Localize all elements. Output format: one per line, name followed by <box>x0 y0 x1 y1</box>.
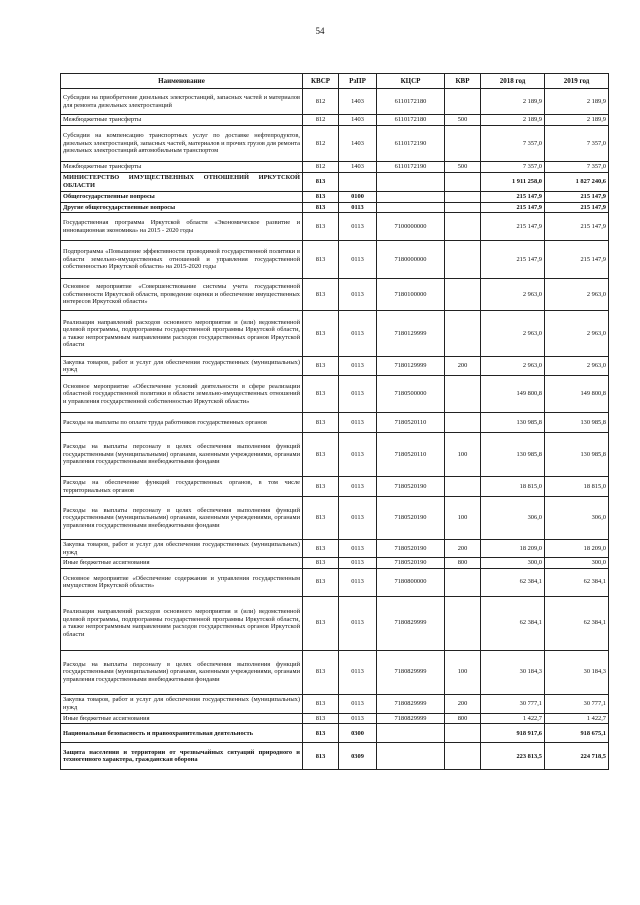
table-row <box>61 650 609 694</box>
cell-y2018: 2 963,0 <box>481 311 545 357</box>
cell-kcsr: 7180129999 <box>377 357 445 376</box>
cell-y2019: 224 718,5 <box>545 743 609 770</box>
cell-y2018: 306,0 <box>481 497 545 540</box>
cell-name: Расходы на выплаты персоналу в целях обеспечения выполнения функций государственными (муниципальными) органами, казенными учреждениями, органами управления государственными внебюджетными фондами <box>61 497 303 540</box>
cell-kvr: 200 <box>445 540 481 558</box>
cell-y2019: 215 147,9 <box>545 202 609 213</box>
cell-name: Общегосударственные вопросы <box>61 192 303 203</box>
cell-y2018: 918 917,6 <box>481 724 545 743</box>
cell-rzpr: 0100 <box>339 192 377 203</box>
table-row <box>61 433 609 477</box>
cell-kvr: 100 <box>445 650 481 694</box>
cell-kcsr: 7180500000 <box>377 376 445 413</box>
cell-kvsr: 813 <box>303 357 339 376</box>
table-row <box>61 192 609 203</box>
cell-name: Другие общегосударственные вопросы <box>61 202 303 213</box>
table-header-row <box>61 74 609 89</box>
cell-kvsr: 813 <box>303 477 339 497</box>
cell-kvsr: 813 <box>303 596 339 650</box>
cell-kvsr: 813 <box>303 213 339 241</box>
cell-y2019: 130 985,8 <box>545 433 609 477</box>
cell-kvsr: 813 <box>303 568 339 596</box>
cell-y2018: 62 384,1 <box>481 568 545 596</box>
cell-kvr: 100 <box>445 433 481 477</box>
cell-name: Расходы на обеспечение функций государственных органов, в том числе территориальных органов <box>61 477 303 497</box>
cell-rzpr: 0113 <box>339 540 377 558</box>
cell-kvr: 100 <box>445 497 481 540</box>
cell-y2018: 300,0 <box>481 558 545 569</box>
cell-y2018: 1 911 258,0 <box>481 173 545 192</box>
cell-y2018: 215 147,9 <box>481 202 545 213</box>
cell-y2019: 18 815,0 <box>545 477 609 497</box>
table-row <box>61 126 609 162</box>
cell-kcsr: 7180520190 <box>377 497 445 540</box>
cell-kvsr: 812 <box>303 126 339 162</box>
cell-kcsr: 7180829999 <box>377 713 445 724</box>
cell-name: Основное мероприятие «Обеспечение условий деятельности в сфере реализации областной государственной политики в области земельно-имущественных отношений и управления государственной собственностью Иркутской области» <box>61 376 303 413</box>
cell-kcsr: 7180100000 <box>377 279 445 311</box>
cell-y2019: 2 963,0 <box>545 357 609 376</box>
cell-rzpr: 1403 <box>339 89 377 115</box>
page-number: 54 <box>315 26 325 36</box>
cell-rzpr: 1403 <box>339 162 377 173</box>
cell-kvr <box>445 202 481 213</box>
cell-name: Реализация направлений расходов основного мероприятия и (или) ведомственной целевой программы, подпрограммы государственной программы Иркутской области, а также непрограммным направлениям расходов государственных органов Иркутской области <box>61 596 303 650</box>
column-header-kvr: КВР <box>445 74 481 89</box>
cell-name: Расходы на выплаты по оплате труда работников государственных органов <box>61 413 303 433</box>
cell-kvr: 800 <box>445 713 481 724</box>
cell-kvsr: 813 <box>303 311 339 357</box>
cell-y2018: 215 147,9 <box>481 213 545 241</box>
cell-y2019: 918 675,1 <box>545 724 609 743</box>
cell-y2018: 2 189,9 <box>481 89 545 115</box>
table-row <box>61 477 609 497</box>
cell-y2019: 149 800,8 <box>545 376 609 413</box>
cell-kcsr: 7180800000 <box>377 568 445 596</box>
cell-kvsr: 813 <box>303 192 339 203</box>
cell-y2019: 1 827 240,6 <box>545 173 609 192</box>
cell-kvr <box>445 173 481 192</box>
cell-y2019: 62 384,1 <box>545 596 609 650</box>
cell-y2018: 18 815,0 <box>481 477 545 497</box>
cell-kcsr <box>377 743 445 770</box>
column-header-2018: 2018 год <box>481 74 545 89</box>
cell-y2019: 2 963,0 <box>545 311 609 357</box>
cell-y2019: 62 384,1 <box>545 568 609 596</box>
cell-kvr <box>445 477 481 497</box>
cell-rzpr: 0309 <box>339 743 377 770</box>
cell-kvsr: 813 <box>303 558 339 569</box>
cell-name: Подпрограмма «Повышение эффективности проводимой государственной политики в области земельно-имущественных отношений и управления государственной собственностью Иркутской области» на 2015-2020 годы <box>61 241 303 279</box>
cell-y2018: 2 189,9 <box>481 115 545 126</box>
table-row <box>61 497 609 540</box>
cell-y2018: 215 147,9 <box>481 241 545 279</box>
cell-name: Субсидии на приобретение дизельных электростанций, запасных частей и материалов для ремонта дизельных электростанций <box>61 89 303 115</box>
table-row <box>61 202 609 213</box>
table-row <box>61 357 609 376</box>
cell-y2018: 18 209,0 <box>481 540 545 558</box>
cell-name: Реализация направлений расходов основного мероприятия и (или) ведомственной целевой программы, подпрограммы государственной программы Иркутской области, а также непрограммным направлениям расходов государственных органов Иркутской области <box>61 311 303 357</box>
cell-name: Закупка товаров, работ и услуг для обеспечения государственных (муниципальных) нужд <box>61 694 303 713</box>
cell-y2018: 130 985,8 <box>481 413 545 433</box>
cell-kvr <box>445 241 481 279</box>
cell-kvr <box>445 568 481 596</box>
cell-kvsr: 813 <box>303 202 339 213</box>
cell-kvr <box>445 596 481 650</box>
column-header-2019: 2019 год <box>545 74 609 89</box>
cell-kcsr: 7180520110 <box>377 413 445 433</box>
cell-kvr: 800 <box>445 558 481 569</box>
cell-y2018: 149 800,8 <box>481 376 545 413</box>
table-body <box>61 89 609 770</box>
cell-y2019: 2 189,9 <box>545 89 609 115</box>
cell-name: Закупка товаров, работ и услуг для обеспечения государственных (муниципальных) нужд <box>61 357 303 376</box>
budget-table <box>60 73 609 770</box>
cell-kvr <box>445 89 481 115</box>
cell-kvsr: 813 <box>303 173 339 192</box>
cell-y2019: 7 357,0 <box>545 126 609 162</box>
cell-y2019: 130 985,8 <box>545 413 609 433</box>
table-row <box>61 241 609 279</box>
table-row <box>61 413 609 433</box>
cell-y2019: 215 147,9 <box>545 241 609 279</box>
cell-kvr <box>445 279 481 311</box>
cell-rzpr: 0113 <box>339 357 377 376</box>
cell-kcsr: 7100000000 <box>377 213 445 241</box>
cell-y2019: 306,0 <box>545 497 609 540</box>
cell-kcsr: 7180520110 <box>377 433 445 477</box>
cell-kcsr: 6110172190 <box>377 126 445 162</box>
cell-kvr: 500 <box>445 162 481 173</box>
cell-kvr <box>445 376 481 413</box>
cell-kvsr: 812 <box>303 115 339 126</box>
cell-y2018: 30 184,3 <box>481 650 545 694</box>
cell-kvsr: 813 <box>303 650 339 694</box>
cell-y2019: 215 147,9 <box>545 213 609 241</box>
cell-y2019: 300,0 <box>545 558 609 569</box>
cell-rzpr: 0113 <box>339 202 377 213</box>
table-row <box>61 694 609 713</box>
cell-y2019: 18 209,0 <box>545 540 609 558</box>
cell-rzpr: 0113 <box>339 376 377 413</box>
cell-name: Закупка товаров, работ и услуг для обеспечения государственных (муниципальных) нужд <box>61 540 303 558</box>
cell-y2018: 223 813,5 <box>481 743 545 770</box>
cell-kvsr: 813 <box>303 743 339 770</box>
cell-kvr <box>445 413 481 433</box>
cell-y2019: 30 777,1 <box>545 694 609 713</box>
cell-y2019: 7 357,0 <box>545 162 609 173</box>
cell-rzpr: 0113 <box>339 650 377 694</box>
cell-name: Защита населения и территории от чрезвычайных ситуаций природного и техногенного характера, гражданская оборона <box>61 743 303 770</box>
cell-rzpr: 0113 <box>339 596 377 650</box>
cell-name: Государственная программа Иркутской области «Экономическое развитие и инновационная экономика» на 2015 - 2020 годы <box>61 213 303 241</box>
table-row <box>61 279 609 311</box>
cell-kcsr: 7180520190 <box>377 558 445 569</box>
cell-kvsr: 813 <box>303 724 339 743</box>
cell-name: Национальная безопасность и правоохранительная деятельность <box>61 724 303 743</box>
cell-y2018: 7 357,0 <box>481 126 545 162</box>
cell-rzpr: 0113 <box>339 497 377 540</box>
cell-kvr: 200 <box>445 357 481 376</box>
cell-name: Межбюджетные трансферты <box>61 115 303 126</box>
cell-kvr <box>445 192 481 203</box>
table-row <box>61 558 609 569</box>
cell-rzpr: 0113 <box>339 279 377 311</box>
cell-rzpr: 1403 <box>339 126 377 162</box>
cell-kcsr: 6110172190 <box>377 162 445 173</box>
column-header-kvsr: КВСР <box>303 74 339 89</box>
table-row <box>61 568 609 596</box>
cell-rzpr: 0113 <box>339 713 377 724</box>
cell-kvsr: 813 <box>303 376 339 413</box>
cell-kvr <box>445 213 481 241</box>
table-row <box>61 540 609 558</box>
cell-kcsr: 7180520190 <box>377 540 445 558</box>
cell-kvsr: 813 <box>303 413 339 433</box>
cell-rzpr: 0113 <box>339 433 377 477</box>
table-row <box>61 89 609 115</box>
cell-y2019: 215 147,9 <box>545 192 609 203</box>
cell-y2019: 2 189,9 <box>545 115 609 126</box>
cell-rzpr: 0113 <box>339 477 377 497</box>
table-row <box>61 743 609 770</box>
column-header-kcsr: КЦСР <box>377 74 445 89</box>
cell-kcsr: 7180129999 <box>377 311 445 357</box>
cell-y2018: 215 147,9 <box>481 192 545 203</box>
cell-kvr <box>445 724 481 743</box>
cell-y2018: 2 963,0 <box>481 279 545 311</box>
cell-kvsr: 812 <box>303 162 339 173</box>
cell-kvr <box>445 743 481 770</box>
cell-y2018: 2 963,0 <box>481 357 545 376</box>
table-row <box>61 162 609 173</box>
cell-rzpr: 0113 <box>339 568 377 596</box>
cell-kvr <box>445 126 481 162</box>
table-row <box>61 724 609 743</box>
cell-name: Субсидии на компенсацию транспортных услуг по доставке нефтепродуктов, дизельных электростанций, запасных частей, материалов и прочих грузов для ремонта дизельных электростанций автомобильным транспортом <box>61 126 303 162</box>
cell-rzpr: 0113 <box>339 558 377 569</box>
cell-kvr: 500 <box>445 115 481 126</box>
cell-y2018: 62 384,1 <box>481 596 545 650</box>
cell-rzpr <box>339 173 377 192</box>
cell-name: МИНИСТЕРСТВО ИМУЩЕСТВЕННЫХ ОТНОШЕНИЙ ИРКУТСКОЙ ОБЛАСТИ <box>61 173 303 192</box>
cell-rzpr: 0113 <box>339 694 377 713</box>
cell-kvsr: 813 <box>303 694 339 713</box>
cell-name: Межбюджетные трансферты <box>61 162 303 173</box>
cell-y2019: 1 422,7 <box>545 713 609 724</box>
table-row <box>61 713 609 724</box>
cell-kvsr: 813 <box>303 241 339 279</box>
cell-kvr <box>445 311 481 357</box>
cell-kcsr: 6110172180 <box>377 89 445 115</box>
column-header-name: Наименование <box>61 74 303 89</box>
table-row <box>61 115 609 126</box>
cell-rzpr: 0113 <box>339 213 377 241</box>
cell-name: Основное мероприятие «Обеспечение содержания и управления государственным имуществом Иркутской области» <box>61 568 303 596</box>
cell-y2018: 30 777,1 <box>481 694 545 713</box>
cell-rzpr: 0113 <box>339 413 377 433</box>
cell-y2018: 1 422,7 <box>481 713 545 724</box>
cell-kcsr: 7180829999 <box>377 694 445 713</box>
table-row <box>61 173 609 192</box>
cell-kvsr: 813 <box>303 433 339 477</box>
cell-kvsr: 813 <box>303 279 339 311</box>
cell-name: Основное мероприятие «Совершенствование системы учета государственной собственности Иркутской области, проведение оценки и обеспечение имущественных интересов Иркутской области» <box>61 279 303 311</box>
cell-kcsr: 7180829999 <box>377 596 445 650</box>
cell-name: Расходы на выплаты персоналу в целях обеспечения выполнения функций государственными (муниципальными) органами, казенными учреждениями, органами управления государственными внебюджетными фондами <box>61 433 303 477</box>
cell-kcsr <box>377 202 445 213</box>
cell-kvsr: 813 <box>303 540 339 558</box>
table-row <box>61 213 609 241</box>
cell-kcsr: 6110172180 <box>377 115 445 126</box>
cell-kcsr <box>377 724 445 743</box>
cell-y2019: 2 963,0 <box>545 279 609 311</box>
table-row <box>61 311 609 357</box>
cell-kvsr: 813 <box>303 713 339 724</box>
cell-kcsr <box>377 192 445 203</box>
cell-rzpr: 1403 <box>339 115 377 126</box>
cell-y2018: 7 357,0 <box>481 162 545 173</box>
cell-kcsr: 7180000000 <box>377 241 445 279</box>
cell-kcsr <box>377 173 445 192</box>
cell-y2019: 30 184,3 <box>545 650 609 694</box>
cell-kvsr: 812 <box>303 89 339 115</box>
column-header-rzpr: РзПР <box>339 74 377 89</box>
cell-rzpr: 0113 <box>339 241 377 279</box>
cell-kcsr: 7180520190 <box>377 477 445 497</box>
cell-name: Иные бюджетные ассигнования <box>61 713 303 724</box>
table-row <box>61 596 609 650</box>
cell-name: Расходы на выплаты персоналу в целях обеспечения выполнения функций государственными (муниципальными) органами, казенными учреждениями, органами управления государственными внебюджетными фондами <box>61 650 303 694</box>
cell-rzpr: 0113 <box>339 311 377 357</box>
cell-rzpr: 0300 <box>339 724 377 743</box>
cell-kvsr: 813 <box>303 497 339 540</box>
cell-kvr: 200 <box>445 694 481 713</box>
cell-name: Иные бюджетные ассигнования <box>61 558 303 569</box>
table-row <box>61 376 609 413</box>
cell-y2018: 130 985,8 <box>481 433 545 477</box>
cell-kcsr: 7180829999 <box>377 650 445 694</box>
